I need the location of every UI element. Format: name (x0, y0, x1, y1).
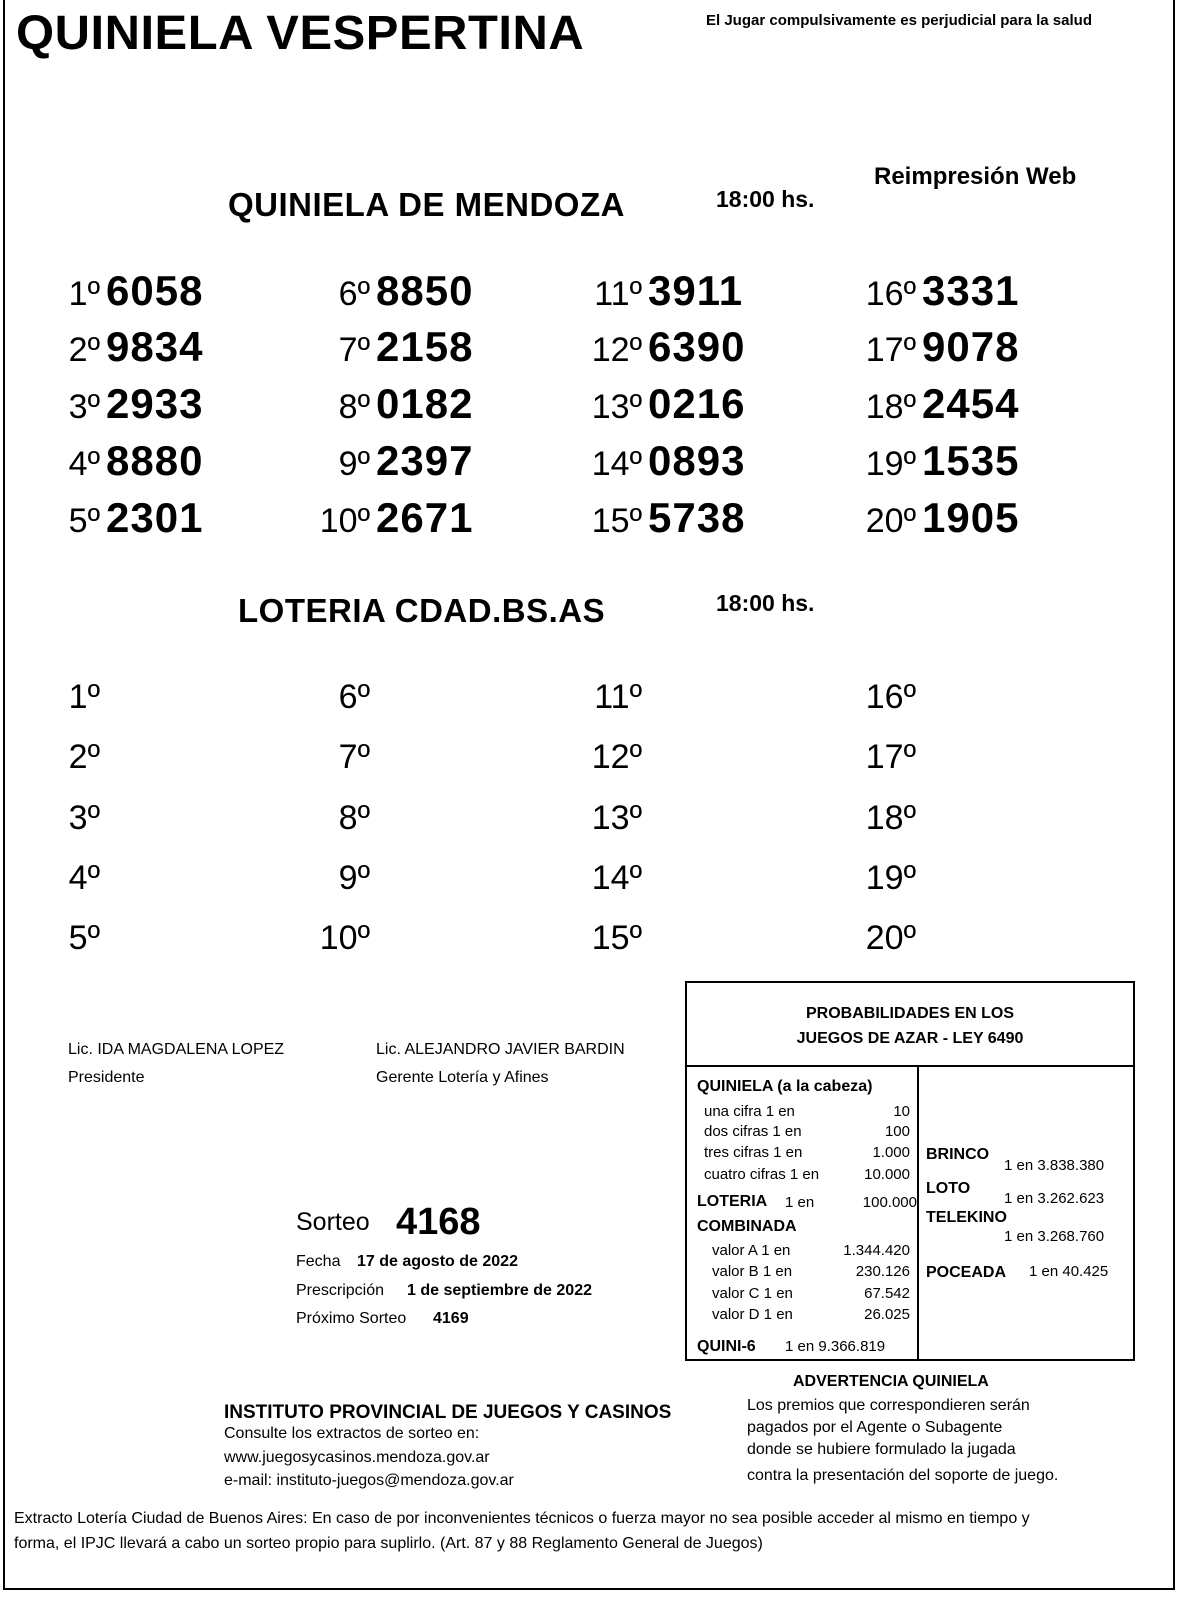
baires-result-position: 9º (338, 859, 370, 897)
prob-quini6-value: 1 en 9.366.819 (785, 1338, 886, 1355)
prob-poceada-label: POCEADA (926, 1264, 1007, 1281)
mendoza-time: 18:00 hs. (716, 186, 815, 212)
baires-result-position: 4º (68, 859, 100, 897)
prob-combinada-row-value: 230.126 (855, 1263, 910, 1280)
result-position: 6º (338, 275, 370, 313)
draw-date: 17 de agosto de 2022 (357, 1253, 518, 1270)
result-number: 8850 (376, 267, 474, 314)
mendoza-result (582, 493, 745, 543)
reprint-label: Reimpresión Web (874, 163, 1077, 190)
prob-quiniela-row-label: una cifra 1 en (704, 1103, 795, 1120)
result-number: 6390 (648, 323, 746, 370)
baires-result-position: 3º (68, 799, 100, 837)
baires-result-position: 14º (591, 859, 642, 897)
result-position: 19º (865, 445, 916, 483)
prob-brinco-label: BRINCO (926, 1146, 990, 1163)
prob-header-divider (687, 1065, 1133, 1067)
mendoza-result (310, 266, 473, 316)
prob-combinada-row-value: 1.344.420 (843, 1242, 910, 1259)
prob-loto-value: 1 en 3.262.623 (1004, 1190, 1105, 1207)
baires-result-position: 12º (591, 738, 642, 776)
result-number: 3331 (922, 267, 1020, 314)
result-number: 1905 (922, 494, 1020, 541)
institute-consult: Consulte los extractos de sorteo en: (224, 1425, 480, 1442)
baires-result-position: 8º (338, 799, 370, 837)
mendoza-result (310, 379, 473, 429)
result-position: 20º (865, 502, 916, 540)
prob-loto-label: LOTO (926, 1180, 971, 1197)
result-number: 6058 (106, 267, 204, 314)
prob-quini6-label: QUINI-6 (697, 1338, 756, 1355)
baires-result-position: 1º (68, 678, 100, 716)
prob-loteria-label: LOTERIA (697, 1193, 768, 1210)
prob-quiniela-row-label: tres cifras 1 en (704, 1144, 803, 1161)
baires-time: 18:00 hs. (716, 590, 815, 616)
mendoza-result (582, 379, 745, 429)
draw-date-label: Fecha (296, 1253, 341, 1270)
prescription-date: 1 de septiembre de 2022 (407, 1282, 592, 1299)
mendoza-result (310, 322, 473, 372)
baires-result-position: 19º (865, 859, 916, 897)
prob-quiniela-row-value: 1.000 (872, 1144, 910, 1161)
institute-email[interactable]: e-mail: instituto-juegos@mendoza.gov.ar (224, 1472, 514, 1489)
result-number: 2158 (376, 323, 474, 370)
mendoza-result (856, 322, 1019, 372)
prob-loteria-value: 100.000 (862, 1194, 917, 1211)
prob-combinada-row-value: 26.025 (864, 1306, 910, 1323)
signature-right-name: Lic. ALEJANDRO JAVIER BARDIN (376, 1041, 625, 1058)
next-draw-number: 4169 (433, 1310, 469, 1327)
baires-result-position: 18º (865, 799, 916, 837)
prob-quiniela-title: QUINIELA (a la cabeza) (697, 1078, 873, 1095)
result-position: 9º (338, 445, 370, 483)
result-position: 13º (591, 388, 642, 426)
result-number: 2301 (106, 494, 204, 541)
baires-result-position: 7º (338, 738, 370, 776)
result-position: 5º (68, 502, 100, 540)
prob-quiniela-row-label: cuatro cifras 1 en (704, 1166, 820, 1183)
baires-result-position: 13º (591, 799, 642, 837)
result-position: 4º (68, 445, 100, 483)
result-position: 3º (68, 388, 100, 426)
prob-quiniela-row-value: 10.000 (864, 1166, 910, 1183)
result-number: 9834 (106, 323, 204, 370)
prob-combinada-row-label: valor C 1 en (712, 1285, 793, 1302)
mendoza-result (582, 322, 745, 372)
prob-quiniela-row-label: dos cifras 1 en (704, 1123, 802, 1140)
result-number: 2397 (376, 437, 474, 484)
baires-result-position: 16º (865, 678, 916, 716)
mendoza-result (310, 436, 473, 486)
result-number: 5738 (648, 494, 746, 541)
advertencia-title: ADVERTENCIA QUINIELA (793, 1373, 989, 1390)
mendoza-result (582, 436, 745, 486)
signature-right-role: Gerente Lotería y Afines (376, 1069, 549, 1086)
baires-result-position: 15º (591, 919, 642, 957)
health-warning: El Jugar compulsivamente es perjudicial para la salud (706, 12, 1092, 29)
prob-title-line2: JUEGOS DE AZAR - LEY 6490 (796, 1030, 1024, 1047)
result-position: 17º (865, 331, 916, 369)
baires-section-title: LOTERIA CDAD.BS.AS (238, 592, 606, 629)
footer-note-line1: Extracto Lotería Ciudad de Buenos Aires: En caso de por inconvenientes técnicos o fuerza mayor no sea posible acceder al mismo en tiempo y (14, 1510, 1030, 1527)
advertencia-line2: pagados por el Agente o Subagente (747, 1419, 1003, 1436)
result-number: 0182 (376, 380, 474, 427)
institute-website[interactable]: www.juegosycasinos.mendoza.gov.ar (224, 1449, 490, 1466)
baires-result-position: 6º (338, 678, 370, 716)
advertencia-line3: donde se hubiere formulado la jugada (747, 1441, 1016, 1458)
mendoza-result (856, 436, 1019, 486)
prob-loteria-in: 1 en (785, 1194, 815, 1211)
result-position: 11º (594, 275, 642, 313)
result-number: 8880 (106, 437, 204, 484)
prob-title-line1: PROBABILIDADES EN LOS (805, 1005, 1014, 1022)
mendoza-result (40, 266, 203, 316)
mendoza-result (40, 436, 203, 486)
advertencia-line4: contra la presentación del soporte de juego. (747, 1467, 1059, 1484)
result-position: 16º (865, 275, 916, 313)
prob-brinco-value: 1 en 3.838.380 (1004, 1157, 1105, 1174)
advertencia-line1: Los premios que correspondieren serán (747, 1397, 1030, 1414)
result-position: 12º (591, 331, 642, 369)
result-number: 9078 (922, 323, 1020, 370)
result-position: 10º (319, 502, 370, 540)
result-position: 2º (68, 331, 100, 369)
signature-left-role: Presidente (68, 1069, 145, 1086)
mendoza-result (40, 379, 203, 429)
probabilities-box (685, 981, 1135, 1361)
mendoza-result (856, 266, 1019, 316)
result-number: 3911 (648, 267, 744, 314)
result-number: 2933 (106, 380, 204, 427)
mendoza-result (40, 493, 203, 543)
mendoza-result (310, 493, 473, 543)
draw-label: Sorteo (296, 1208, 370, 1236)
result-position: 14º (591, 445, 642, 483)
prob-combinada-row-label: valor D 1 en (712, 1306, 793, 1323)
result-number: 1535 (922, 437, 1020, 484)
baires-result-position: 2º (68, 738, 100, 776)
result-position: 8º (338, 388, 370, 426)
mendoza-result (582, 266, 743, 316)
baires-result-position: 20º (865, 919, 916, 957)
baires-result-position: 10º (319, 919, 370, 957)
prob-quiniela-row-value: 100 (884, 1123, 910, 1140)
prob-poceada-value: 1 en 40.425 (1029, 1263, 1109, 1280)
prob-telekino-value: 1 en 3.268.760 (1004, 1228, 1105, 1245)
baires-result-position: 17º (865, 738, 916, 776)
footer-note-line2: forma, el IPJC llevará a cabo un sorteo propio para suplirlo. (Art. 87 y 88 Reglamento General de Juegos) (14, 1535, 763, 1552)
result-number: 2671 (376, 494, 474, 541)
result-number: 2454 (922, 380, 1020, 427)
result-position: 18º (865, 388, 916, 426)
mendoza-result (856, 493, 1019, 543)
page-title: QUINIELA VESPERTINA (16, 7, 585, 60)
mendoza-result (856, 379, 1019, 429)
prescription-label: Prescripción (296, 1282, 385, 1299)
prob-quiniela-row-value: 10 (893, 1103, 910, 1120)
baires-result-position: 5º (68, 919, 100, 957)
prob-combinada-title: COMBINADA (697, 1218, 797, 1235)
mendoza-result (40, 322, 203, 372)
result-number: 0216 (648, 380, 746, 427)
prob-column-divider (917, 1067, 919, 1359)
next-draw-label: Próximo Sorteo (296, 1310, 407, 1327)
signature-left-name: Lic. IDA MAGDALENA LOPEZ (68, 1041, 285, 1058)
result-position: 15º (591, 502, 642, 540)
draw-number: 4168 (396, 1201, 481, 1243)
result-position: 7º (338, 331, 370, 369)
mendoza-section-title: QUINIELA DE MENDOZA (228, 186, 625, 223)
baires-result-position: 11º (594, 678, 642, 716)
institute-name: INSTITUTO PROVINCIAL DE JUEGOS Y CASINOS (224, 1402, 672, 1423)
prob-combinada-row-label: valor B 1 en (712, 1263, 793, 1280)
prob-combinada-row-label: valor A 1 en (712, 1242, 791, 1259)
prob-telekino-label: TELEKINO (926, 1209, 1007, 1226)
result-position: 1º (68, 275, 100, 313)
prob-combinada-row-value: 67.542 (864, 1285, 910, 1302)
result-number: 0893 (648, 437, 746, 484)
